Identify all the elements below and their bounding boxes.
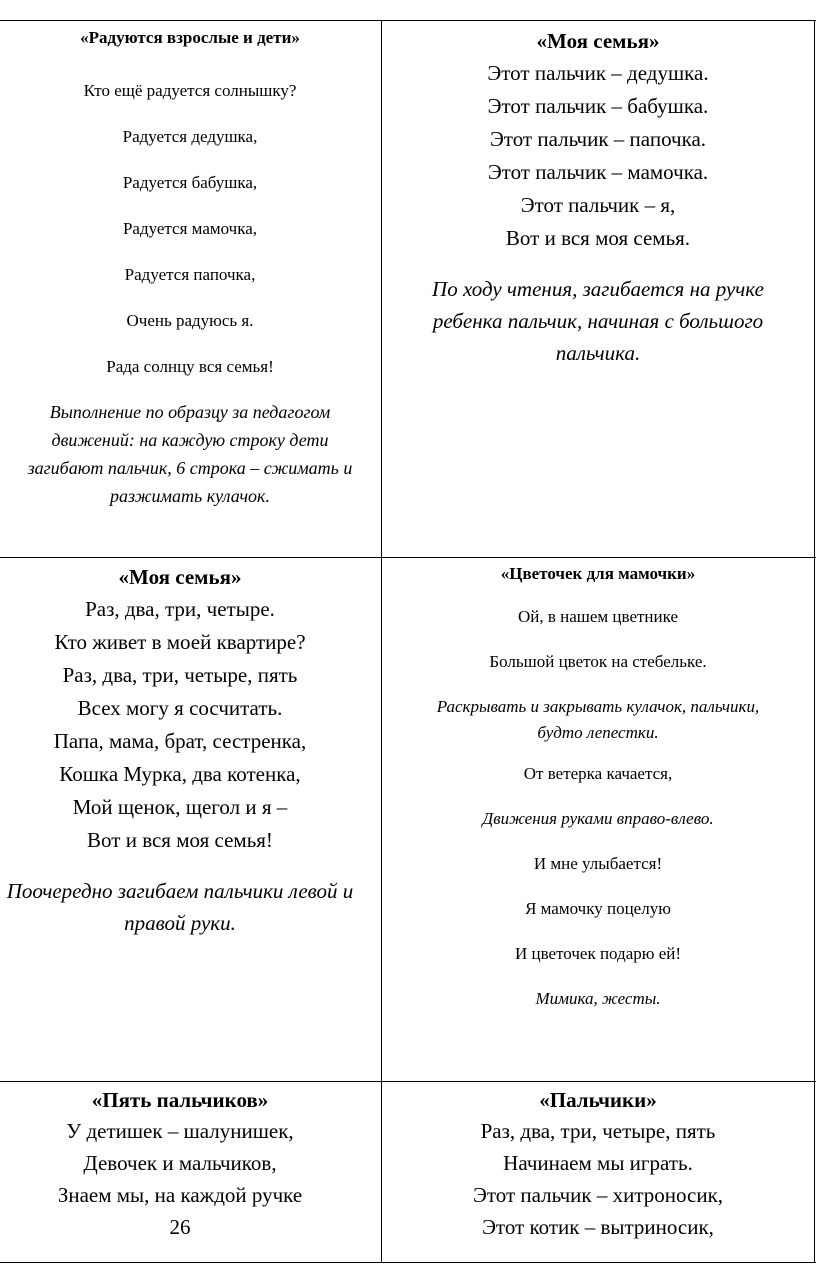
poem-title: «Моя семья»	[118, 565, 242, 589]
instruction-line: пальчика.	[555, 341, 641, 365]
poem-line: У детишек – шалунишек,	[66, 1119, 294, 1143]
poem-line: Мой щенок, щегол и я –	[72, 795, 288, 819]
poem-line: Девочек и мальчиков,	[83, 1151, 277, 1175]
cell-raduyutsya	[0, 26, 400, 510]
poem-line: Этот пальчик – хитроносик,	[472, 1183, 724, 1207]
instruction-line: будто лепестки.	[537, 723, 659, 742]
poem-line: Вот и вся моя семья.	[505, 226, 691, 250]
instruction-line: ребенка пальчик, начиная с большого	[432, 309, 764, 333]
poem-line: Радуется мамочка,	[122, 219, 258, 238]
poem-line: Кто ещё радуется солнышку?	[83, 81, 297, 100]
cell-pyat-palchikov	[0, 1085, 380, 1243]
poem-line: И мне улыбается!	[533, 854, 663, 873]
cell-moya-semya-2	[0, 561, 390, 939]
poem-line: Большой цветок на стебельке.	[489, 652, 707, 671]
poem-line: Начинаем мы играть.	[503, 1151, 693, 1175]
instruction-line: По ходу чтения, загибается на ручке	[432, 277, 764, 301]
instruction-line: Мимика, жесты.	[535, 989, 661, 1008]
instruction-line: Выполнение по образцу за педагогом	[49, 402, 331, 422]
poem-line: Я мамочку поцелую	[525, 899, 671, 918]
poem-line: Ой, в нашем цветнике	[517, 607, 678, 626]
poem-line: Этот пальчик – папочка.	[489, 127, 707, 151]
poem-line: Очень радуюсь я.	[126, 311, 254, 330]
instruction-line: разжимать кулачок.	[110, 486, 270, 506]
poem-line: Знаем мы, на каждой ручке	[57, 1183, 303, 1207]
cell-moya-semya-1	[382, 25, 814, 369]
table-border-top	[0, 20, 816, 21]
poem-title: «Пальчики»	[539, 1088, 657, 1112]
table-row-divider-2	[0, 1081, 816, 1082]
table-border-bottom	[0, 1262, 816, 1263]
poem-title: «Пять пальчиков»	[91, 1088, 269, 1112]
poem-line: Радуется бабушка,	[122, 173, 258, 192]
poem-line: Этот пальчик – дедушка.	[487, 61, 709, 85]
poem-title: «Радуются взрослые и дети»	[80, 28, 300, 47]
page-number: 26	[169, 1215, 191, 1239]
poem-line: Вот и вся моя семья!	[87, 828, 273, 852]
instruction-line: загибают пальчик, 6 строка – сжимать и	[27, 458, 353, 478]
poem-line: Этот пальчик – бабушка.	[487, 94, 709, 118]
poem-line: Папа, мама, брат, сестренка,	[53, 729, 307, 753]
instruction-line: движений: на каждую строку дети	[51, 430, 329, 450]
poem-title: «Моя семья»	[536, 29, 660, 53]
poem-line: Радуется дедушка,	[122, 127, 258, 146]
poem-line: Раз, два, три, четыре.	[85, 597, 275, 621]
table-border-right	[814, 20, 815, 1263]
poem-line: Кто живет в моей квартире?	[54, 630, 306, 654]
poem-title: «Цветочек для мамочки»	[500, 564, 696, 583]
poem-line: Раз, два, три, четыре, пять	[480, 1119, 716, 1143]
cell-palchiki	[382, 1085, 814, 1243]
cell-tsvetochek	[382, 562, 814, 1011]
instruction-line: правой руки.	[124, 911, 236, 935]
poem-line: От ветерка качается,	[523, 764, 673, 783]
poem-line: Этот пальчик – мамочка.	[487, 160, 709, 184]
instruction-line: Поочередно загибаем пальчики левой и	[6, 879, 354, 903]
poem-line: Кошка Мурка, два котенка,	[59, 762, 301, 786]
poem-line: Этот котик – вытриносик,	[482, 1215, 714, 1239]
instruction-line: Раскрывать и закрывать кулачок, пальчики,	[436, 697, 760, 716]
poem-line: И цветочек подарю ей!	[514, 944, 682, 963]
instruction-line: Движения руками вправо-влево.	[482, 809, 714, 828]
poem-line: Радуется папочка,	[124, 265, 256, 284]
poem-line: Всех могу я сосчитать.	[77, 696, 283, 720]
table-row-divider-1	[0, 557, 816, 558]
poem-line: Рада солнцу вся семья!	[106, 357, 274, 376]
poem-line: Раз, два, три, четыре, пять	[62, 663, 298, 687]
poem-line: Этот пальчик – я,	[520, 193, 676, 217]
